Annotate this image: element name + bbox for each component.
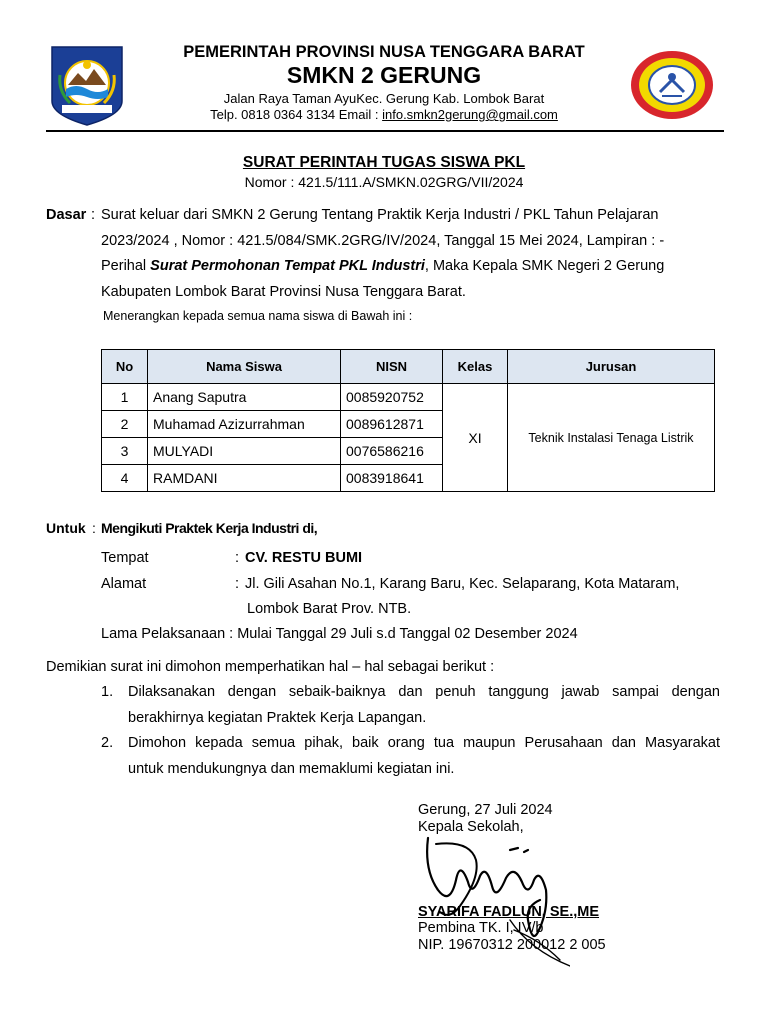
student-table [101,349,715,492]
row-jurusan: Teknik Instalasi Tenaga Listrik [508,384,715,492]
row-nisn: 0089612871 [341,411,443,438]
dasar-line-2: 2023/2024 , Nomor : 421.5/084/SMK.2GRG/IV/2024, Tanggal 15 Mei 2024, Lampiran : - [101,232,665,249]
col-jurusan: Jurusan [508,350,715,384]
tempat-separator: : [235,550,240,566]
untuk-text: Mengikuti Praktek Kerja Industri di, [101,520,318,536]
col-nama: Nama Siswa [148,350,341,384]
dasar-separator: : [91,207,96,223]
table-header-row [102,350,715,384]
school-name: SMKN 2 GERUNG [286,62,482,88]
school-contact [0,107,768,122]
tempat-value: CV. RESTU BUMI [245,550,363,566]
signature-name: SYARIFA FADLUN, SE.,ME [418,904,600,920]
government-heading: PEMERINTAH PROVINSI NUSA TENGGARA BARAT [183,43,585,61]
col-no: No [102,350,148,384]
lama-pelaksanaan: Lama Pelaksanaan : Mulai Tanggal 29 Juli s.d Tanggal 02 Desember 2024 [101,626,578,642]
item-2-number: 2. [101,735,114,751]
contact-phone: Telp. 0818 0364 3134 Email : [210,107,383,122]
row-nama: RAMDANI [148,465,341,492]
item-2-line-2: untuk mendukungnya dan memaklumi kegiatan ini. [128,761,455,777]
col-kelas: Kelas [443,350,508,384]
alamat-line-2: Lombok Barat Prov. NTB. [247,601,412,617]
row-kelas: XI [443,384,508,492]
table-row [102,384,715,411]
school-address: Jalan Raya Taman AyuKec. Gerung Kab. Lombok Barat [223,91,545,106]
item-2-line-1: Dimohon kepada semua pihak, baik orang tua maupun Perusahaan dan Masyarakat [128,735,720,751]
untuk-separator: : [92,520,96,536]
letterhead-divider [46,130,724,132]
col-nisn: NISN [341,350,443,384]
row-no: 3 [102,438,148,465]
email-link[interactable]: info.smkn2gerung@gmail.com [382,107,558,122]
dasar-line-1: Surat keluar dari SMKN 2 Gerung Tentang Praktik Kerja Industri / PKL Tahun Pelajaran [101,207,659,223]
signature-rank: Pembina TK. I, IV/b [418,920,544,936]
alamat-label: Alamat [101,576,147,592]
closing-intro: Demikian surat ini dimohon memperhatikan hal – hal sebagai berikut : [46,659,495,675]
dasar-line-4: Kabupaten Lombok Barat Provinsi Nusa Tenggara Barat. [101,283,466,300]
row-nama: Anang Saputra [148,384,341,411]
row-no: 1 [102,384,148,411]
row-nisn: 0083918641 [341,465,443,492]
signature-place-date: Gerung, 27 Juli 2024 [418,802,553,818]
dasar-perihal: Surat Permohonan Tempat PKL Industri [150,258,425,274]
dasar-note: Menerangkan kepada semua nama siswa di Bawah ini : [103,309,413,323]
row-nama: MULYADI [148,438,341,465]
signature-position: Kepala Sekolah, [418,819,524,835]
signature-nip: NIP. 19670312 200012 2 005 [418,937,606,953]
untuk-label: Untuk [46,520,86,536]
row-nisn: 0076586216 [341,438,443,465]
letter-title: SURAT PERINTAH TUGAS SISWA PKL [242,154,526,171]
row-nama: Muhamad Azizurrahman [148,411,341,438]
letter-number: Nomor : 421.5/111.A/SMKN.02GRG/VII/2024 [244,174,524,190]
item-1-line-2: berakhirnya kegiatan Praktek Kerja Lapangan. [128,710,427,726]
alamat-line-1: Jl. Gili Asahan No.1, Karang Baru, Kec. Selaparang, Kota Mataram, [245,576,680,592]
dasar-text [101,203,705,305]
row-no: 4 [102,465,148,492]
tempat-label: Tempat [101,550,149,566]
alamat-separator: : [235,576,240,592]
dasar-line-3: Perihal Surat Permohonan Tempat PKL Industri, Maka Kepala SMK Negeri 2 Gerung [101,258,665,274]
item-1-number: 1. [101,684,114,700]
row-no: 2 [102,411,148,438]
dasar-label: Dasar [46,207,87,223]
row-nisn: 0085920752 [341,384,443,411]
item-1-line-1: Dilaksanakan dengan sebaik-baiknya dan penuh tanggung jawab sampai dengan [128,684,720,700]
